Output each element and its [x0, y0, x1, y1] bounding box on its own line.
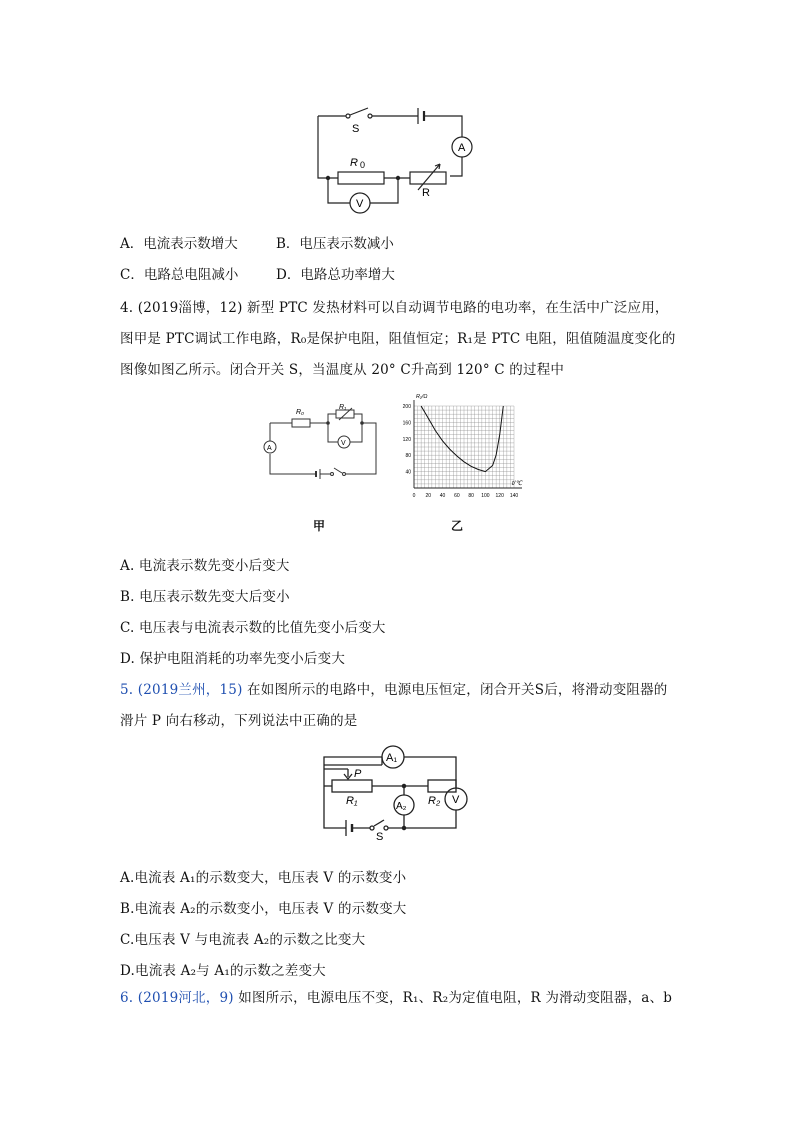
y-axis-label: R₁/Ω — [416, 394, 428, 400]
q4-option-b: B. 电压表示数先变大后变小 — [120, 589, 290, 605]
q5-ammeter-a1-label: A₁ — [386, 752, 398, 764]
q3-voltmeter-label: V — [356, 198, 364, 210]
y-tick-label: 160 — [402, 420, 411, 427]
q4-option-a: A. 电流表示数先变小后变大 — [120, 558, 290, 574]
q5-option-b: B.电流表 A₂的示数变小，电压表 V 的示数变大 — [120, 901, 407, 917]
q6-stem-line-1 — [120, 986, 672, 1006]
q4-chart-yi — [390, 392, 530, 508]
x-tick-label: 0 — [412, 493, 416, 499]
q4-option-c: C. 电压表与电流表示数的比值先变小后变大 — [120, 620, 386, 636]
q4-fig-jia-caption: 甲 — [313, 519, 326, 533]
q4-stem-line-1: 4. (2019淄博，12) 新型 PTC 发热材料可以自动调节电路的电功率，在生活中广泛应用， — [120, 300, 669, 316]
q4-stem-line-3: 图像如图乙所示。闭合开关 S，当温度从 20° C升高到 120° C 的过程中 — [120, 362, 565, 378]
q4-voltmeter-label: V — [341, 440, 346, 447]
x-tick-label: 20 — [425, 493, 432, 499]
x-tick-label: 140 — [509, 493, 519, 499]
q5-switch-label: S — [376, 831, 384, 840]
q5-ammeter-a2-label: A₂ — [396, 801, 407, 812]
q5-voltmeter-label: V — [452, 794, 460, 806]
q5-r1-label: R₁ — [346, 795, 358, 807]
x-axis-label: t/℃ — [512, 481, 523, 487]
x-tick-label: 60 — [454, 493, 460, 499]
q3-ammeter-label: A — [458, 142, 466, 154]
q3-option-a: A．电流表示数增大 — [120, 236, 238, 252]
q5-option-c: C.电压表 V 与电流表 A₂的示数之比变大 — [120, 932, 366, 948]
q5-stem-text: 在如图所示的电路中，电源电压恒定，闭合开关S后，将滑动变阻器的 — [247, 682, 668, 698]
q6-source: 6. (2019河北，9) — [120, 990, 234, 1006]
q3-r0-label: R — [350, 157, 358, 169]
y-tick-label: 200 — [402, 404, 411, 410]
q4-option-d: D. 保护电阻消耗的功率先变小后变大 — [120, 651, 346, 667]
q4-r0-label: R₀ — [296, 409, 305, 416]
q3-r0-sub: 0 — [360, 160, 366, 170]
q4-ammeter-label: A — [267, 445, 272, 452]
q3-option-b: B．电压表示数减小 — [276, 236, 394, 252]
q3-switch-label: S — [352, 123, 360, 135]
q5-r2-label: R₂ — [428, 795, 441, 807]
q5-source: 5. (2019兰州，15) — [120, 682, 243, 698]
q3-rheostat-label: R — [422, 187, 430, 199]
q5-stem-line-1 — [120, 678, 668, 698]
q3-circuit-diagram — [310, 96, 480, 216]
x-tick-label: 120 — [495, 493, 504, 499]
q4-circuit-jia — [262, 400, 384, 482]
q5-circuit-diagram — [318, 740, 478, 840]
x-tick-label: 100 — [481, 493, 490, 499]
q4-stem-line-2: 图甲是 PTC调试工作电路，R₀是保护电阻，阻值恒定；R₁是 PTC 电阻，阻值随温度变化的 — [120, 331, 676, 347]
q5-option-a: A.电流表 A₁的示数变大，电压表 V 的示数变小 — [120, 870, 407, 886]
x-tick-label: 80 — [468, 493, 474, 499]
q4-r1-label: R₁ — [339, 404, 347, 411]
y-tick-label: 120 — [402, 436, 411, 443]
q6-stem-text: 如图所示，电源电压不变，R₁、R₂为定值电阻，R 为滑动变阻器，a、b — [238, 990, 673, 1006]
q5-option-d: D.电流表 A₂与 A₁的示数之差变大 — [120, 963, 326, 979]
q5-slider-p-label: P — [354, 768, 362, 780]
q5-stem-line-2: 滑片 P 向右移动，下列说法中正确的是 — [120, 713, 358, 729]
q3-option-c: C．电路总电阻减小 — [120, 267, 239, 283]
x-tick-label: 40 — [439, 493, 446, 499]
q3-option-d: D．电路总功率增大 — [276, 267, 395, 283]
y-tick-label: 40 — [405, 469, 411, 476]
y-tick-label: 80 — [405, 453, 411, 460]
q4-fig-yi-caption: 乙 — [451, 519, 464, 533]
